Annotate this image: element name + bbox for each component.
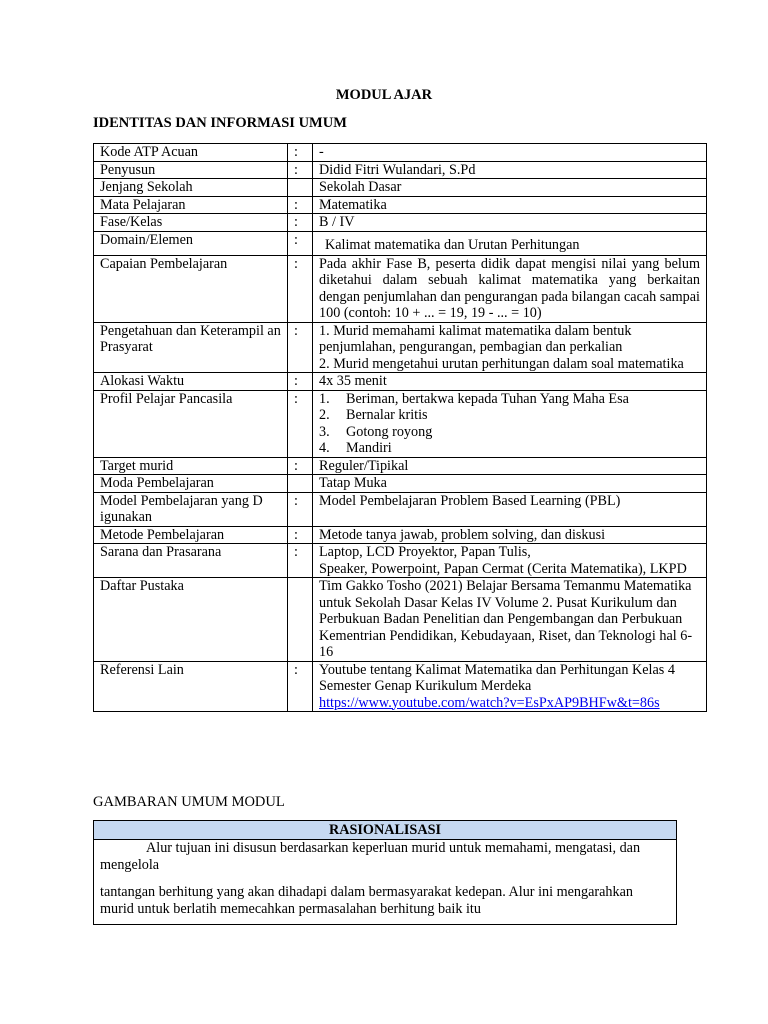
list-text: Mandiri [346, 440, 392, 456]
row-separator: : [288, 492, 313, 526]
row-label: Sarana dan Prasarana [94, 544, 288, 578]
row-separator: : [288, 196, 313, 214]
youtube-link[interactable]: https://www.youtube.com/watch?v=EsPxAP9BHFw&t=86s [319, 694, 660, 711]
row-label: Model Pembelajaran yang D igunakan [94, 492, 288, 526]
row-label: Jenjang Sekolah [94, 179, 288, 197]
table-row [94, 390, 707, 457]
row-label: Capaian Pembelajaran [94, 255, 288, 322]
table-row [94, 544, 707, 578]
row-label: Target murid [94, 457, 288, 475]
row-value: Kalimat matematika dan Urutan Perhitungan [313, 231, 707, 255]
row-label: Daftar Pustaka [94, 578, 288, 662]
row-separator: : [288, 231, 313, 255]
list-number: 1. [319, 390, 330, 407]
row-label: Fase/Kelas [94, 214, 288, 232]
row-value: Tim Gakko Tosho (2021) Belajar Bersama Temanmu Matematika untuk Sekolah Dasar Kelas IV Volume 2. Pusat Kurikulum dan Perbukuan Badan Penelitian dan Pengembangan dan Perbukuan Kementrian Pendidikan, Kebudayaan, Riset, dan Teknologi hal 6-16 [313, 578, 707, 662]
row-label: Moda Pembelajaran [94, 475, 288, 493]
row-separator: : [288, 161, 313, 179]
reference-text: Youtube tentang Kalimat Matematika dan Perhitungan Kelas 4 Semester Genap Kurikulum Merdeka [319, 661, 675, 694]
list-text: Gotong royong [346, 423, 433, 440]
table-row [94, 322, 707, 373]
row-label: Mata Pelajaran [94, 196, 288, 214]
table-row [94, 475, 707, 493]
row-separator: : [288, 255, 313, 322]
list-number: 4. [319, 440, 330, 456]
row-value: Sekolah Dasar [313, 179, 707, 197]
row-separator [288, 475, 313, 493]
table-row [94, 179, 707, 197]
row-separator: : [288, 661, 313, 712]
row-value: Tatap Muka [313, 475, 707, 493]
row-label: Metode Pembelajaran [94, 526, 288, 544]
row-label: Alokasi Waktu [94, 373, 288, 391]
table-row [94, 231, 707, 255]
prerequisite-item: 2. Murid mengetahui urutan perhitungan dalam soal matematika [319, 355, 684, 372]
row-value: Matematika [313, 196, 707, 214]
list-item [319, 424, 706, 441]
prerequisite-item: 1. Murid memahami kalimat matematika dalam bentuk penjumlahan, pengurangan, pembagian dan perkalian [319, 322, 632, 355]
row-separator: : [288, 373, 313, 391]
list-text: Beriman, bertakwa kepada Tuhan Yang Maha Esa [346, 390, 629, 407]
row-value: 4x 35 menit [313, 373, 707, 391]
row-separator [288, 578, 313, 662]
row-value: B / IV [313, 214, 707, 232]
table-row [94, 526, 707, 544]
row-label: Penyusun [94, 161, 288, 179]
row-value: Didid Fitri Wulandari, S.Pd [313, 161, 707, 179]
row-separator: : [288, 144, 313, 162]
table-row [94, 373, 707, 391]
identity-table [93, 143, 707, 712]
list-text: Bernalar kritis [346, 407, 428, 423]
list-item [319, 407, 706, 424]
table-row [94, 255, 707, 322]
row-label: Domain/Elemen [94, 231, 288, 255]
row-separator: : [288, 390, 313, 457]
rationale-box [93, 820, 677, 925]
row-label: Kode ATP Acuan [94, 144, 288, 162]
table-row [94, 661, 707, 712]
row-separator: : [288, 214, 313, 232]
rationale-heading: RASIONALISASI [94, 821, 676, 840]
rationale-body [94, 840, 676, 924]
row-value: Pada akhir Fase B, peserta didik dapat mengisi nilai yang belum diketahui dalam sebuah kalimat matematika yang berkaitan dengan penjumlahan dan pengurangan pada bilangan cacah sampai 100 (contoh: 10 + ... = 19, 19 - ... = 10) [313, 255, 707, 322]
list-item [319, 440, 706, 457]
table-row [94, 457, 707, 475]
row-separator [288, 179, 313, 197]
row-value: Model Pembelajaran Problem Based Learning (PBL) [313, 492, 707, 526]
facility-line: Laptop, LCD Proyektor, Papan Tulis, [319, 544, 531, 560]
page-title: MODUL AJAR [335, 87, 433, 103]
facility-line: Speaker, Powerpoint, Papan Cermat (Cerita Matematika), LKPD [319, 560, 687, 577]
section-heading: IDENTITAS DAN INFORMASI UMUM [93, 115, 347, 131]
list-number: 3. [319, 423, 330, 440]
row-label: Profil Pelajar Pancasila [94, 390, 288, 457]
list-item [319, 391, 706, 408]
profile-list [319, 391, 706, 457]
table-row [94, 492, 707, 526]
overview-heading: GAMBARAN UMUM MODUL [93, 794, 285, 810]
row-value [313, 390, 707, 457]
row-label: Pengetahuan dan Keterampil an Prasyarat [94, 322, 288, 373]
row-value [313, 544, 707, 578]
row-separator: : [288, 544, 313, 578]
row-value: Reguler/Tipikal [313, 457, 707, 475]
row-value: Metode tanya jawab, problem solving, dan diskusi [313, 526, 707, 544]
table-row [94, 144, 707, 162]
row-value [313, 322, 707, 373]
table-row [94, 578, 707, 662]
rationale-paragraph: Alur tujuan ini disusun berdasarkan keperluan murid untuk memahami, mengatasi, dan mengelola [100, 840, 641, 873]
rationale-paragraph: tantangan berhitung yang akan dihadapi dalam bermasyarakat kedepan. Alur ini mengarahkan murid untuk berlatih memecahkan permasalahan berhitung baik itu [100, 884, 634, 917]
list-number: 2. [319, 407, 330, 423]
row-value [313, 661, 707, 712]
row-label: Referensi Lain [94, 661, 288, 712]
row-separator: : [288, 526, 313, 544]
table-row [94, 196, 707, 214]
row-separator: : [288, 457, 313, 475]
row-separator: : [288, 322, 313, 373]
row-value: - [313, 144, 707, 162]
table-row [94, 214, 707, 232]
table-row [94, 161, 707, 179]
